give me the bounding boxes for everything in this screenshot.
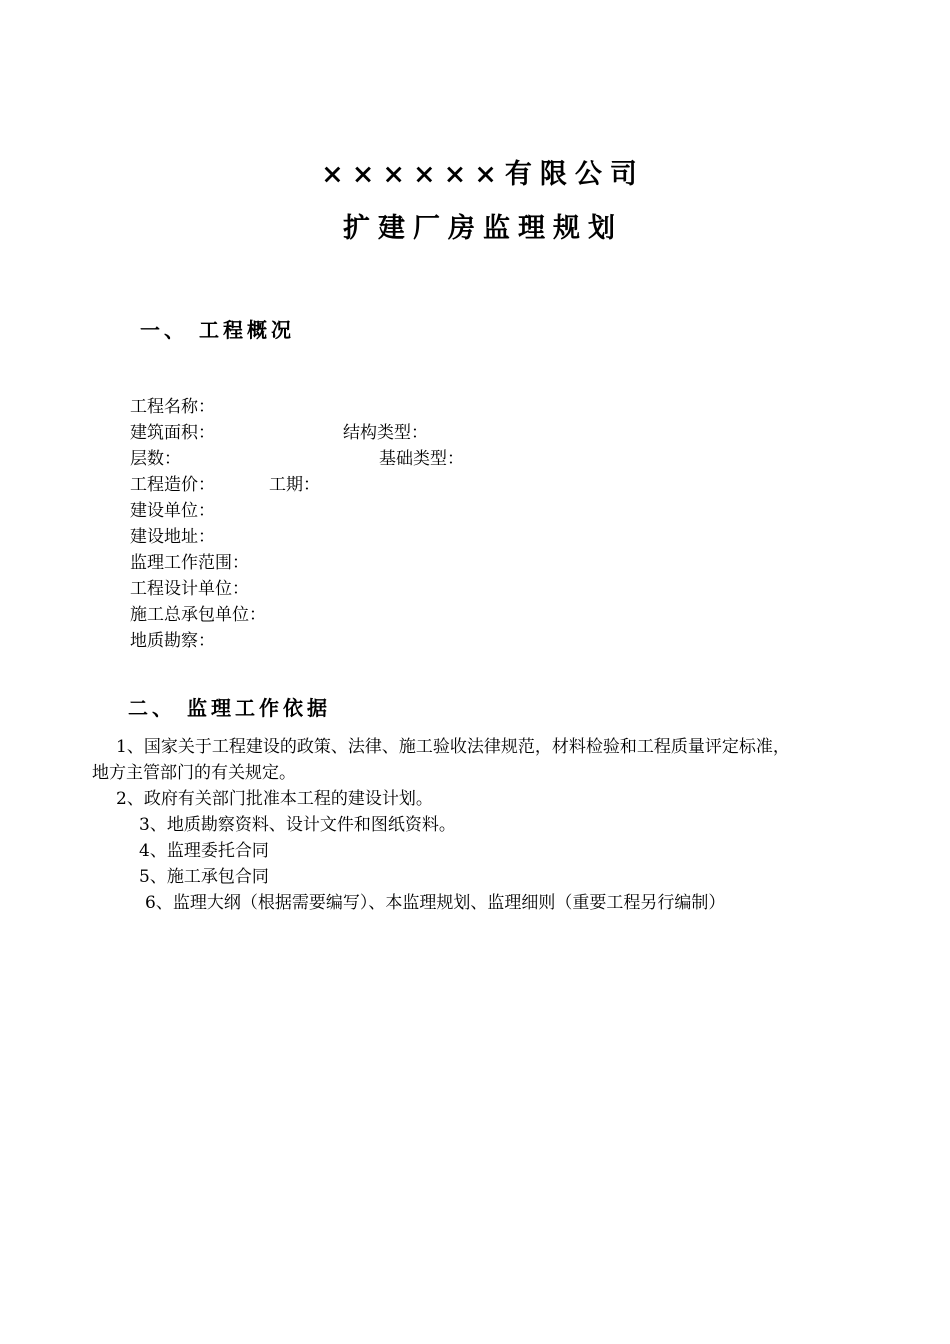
field-supervision-scope: 监理工作范围： xyxy=(130,553,249,573)
field-site-address: 建设地址： xyxy=(130,527,215,547)
basis-item: 5、施工承包合同 xyxy=(139,867,269,887)
field-foundation-type: 基础类型： xyxy=(379,449,464,469)
field-structure-type: 结构类型： xyxy=(343,423,428,443)
field-floors: 层数： xyxy=(130,449,181,469)
field-owner: 建设单位： xyxy=(130,501,215,521)
company-title: ××××××有限公司 xyxy=(321,159,645,190)
basis-item: 3、地质勘察资料、设计文件和图纸资料。 xyxy=(139,815,456,835)
basis-item: 4、监理委托合同 xyxy=(139,841,269,861)
field-building-area: 建筑面积： xyxy=(130,423,215,443)
document-title: 扩建厂房监理规划 xyxy=(343,213,623,244)
field-general-contractor: 施工总承包单位： xyxy=(130,605,266,625)
field-geological-survey: 地质勘察： xyxy=(130,631,215,651)
field-duration: 工期： xyxy=(269,475,320,495)
field-project-cost: 工程造价： xyxy=(130,475,215,495)
basis-item: 6、监理大纲（根据需要编写）、本监理规划、监理细则（重要工程另行编制） xyxy=(145,893,726,913)
basis-item-continuation: 地方主管部门的有关规定。 xyxy=(92,763,296,783)
section-heading-basis: 二、 监理工作依据 xyxy=(128,696,331,720)
field-project-name: 工程名称： xyxy=(130,397,215,417)
section-heading-overview: 一、 工程概况 xyxy=(140,318,295,342)
basis-item: 1、国家关于工程建设的政策、法律、施工验收法律规范，材料检验和工程质量评定标准， xyxy=(116,737,790,757)
field-designer: 工程设计单位： xyxy=(130,579,249,599)
basis-item: 2、政府有关部门批准本工程的建设计划。 xyxy=(116,789,433,809)
